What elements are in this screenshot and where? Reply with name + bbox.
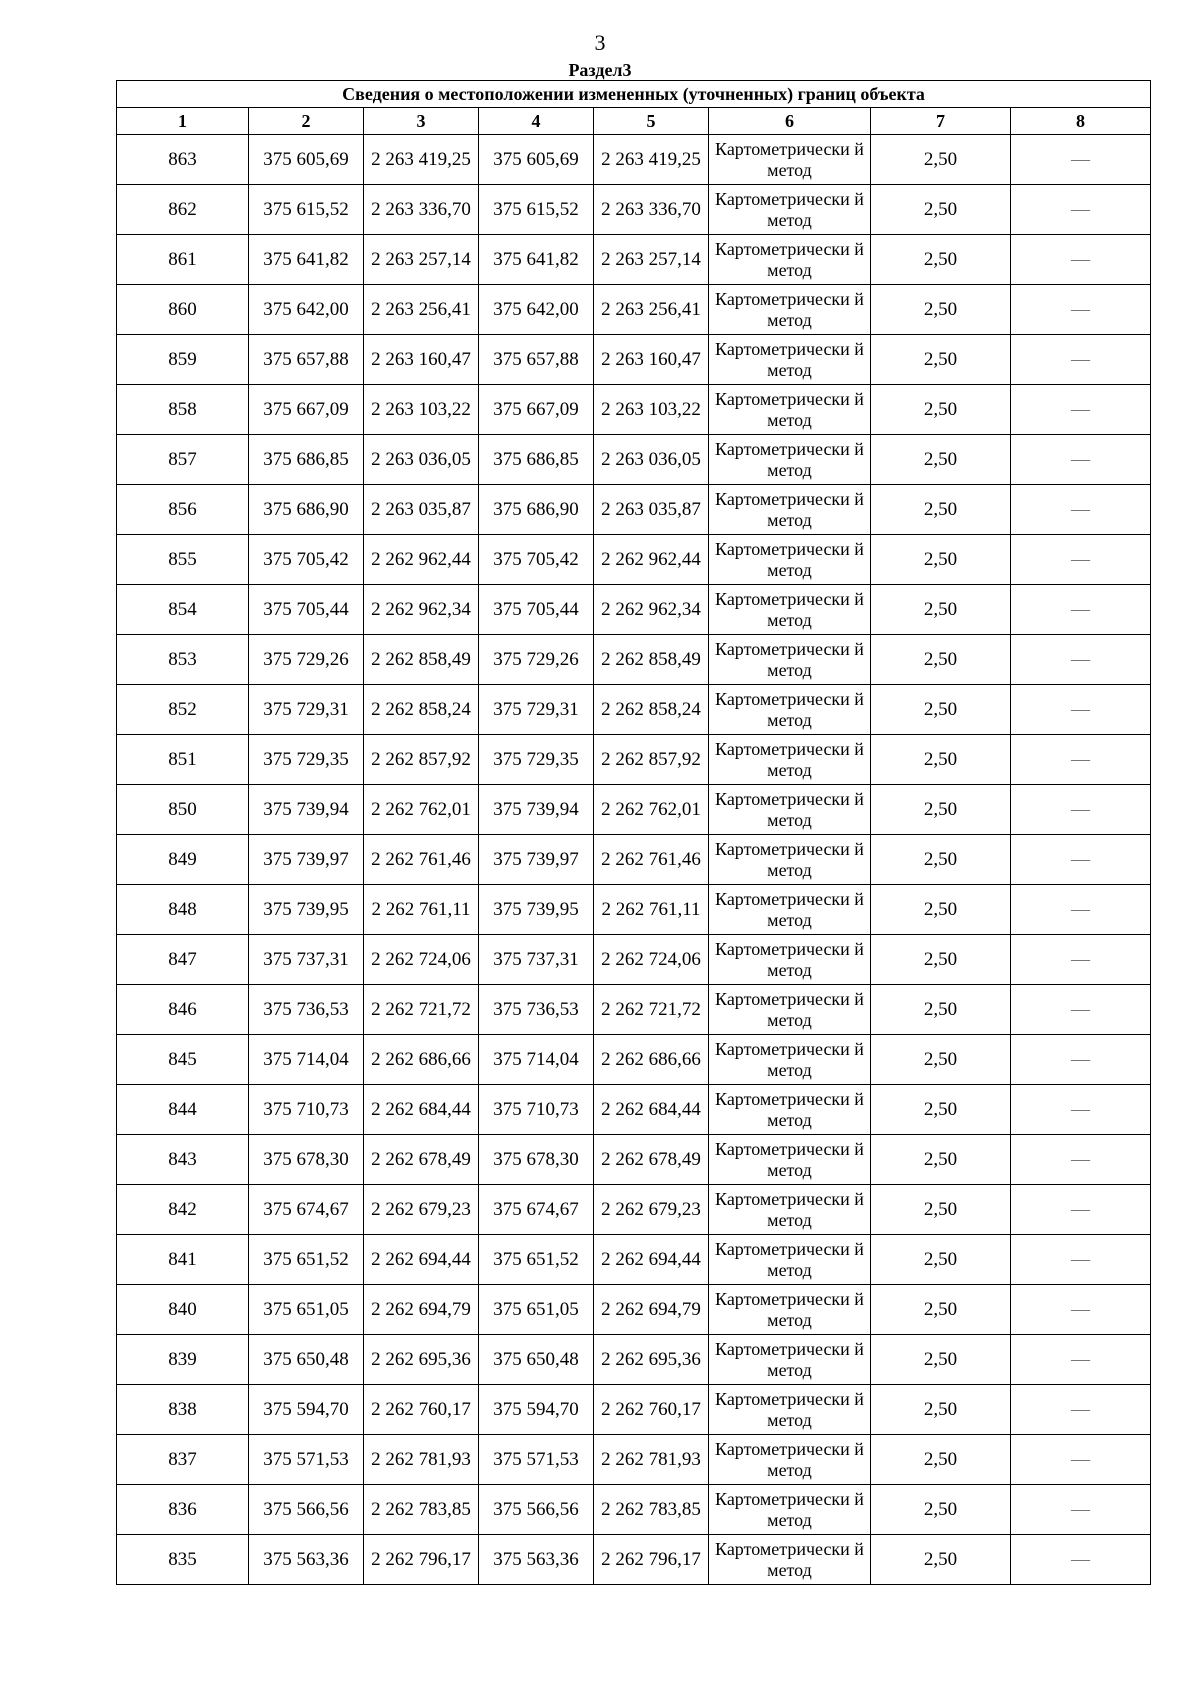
method-cell: Картометрически й метод xyxy=(709,1085,871,1135)
note-cell: — xyxy=(1011,1135,1151,1185)
x-old-cell: 375 594,70 xyxy=(249,1385,364,1435)
x-old-cell: 375 729,26 xyxy=(249,635,364,685)
point-number-cell: 862 xyxy=(117,185,249,235)
x-old-cell: 375 729,35 xyxy=(249,735,364,785)
note-cell: — xyxy=(1011,535,1151,585)
y-new-cell: 2 263 035,87 xyxy=(594,485,709,535)
point-number-cell: 853 xyxy=(117,635,249,685)
accuracy-cell: 2,50 xyxy=(871,1485,1011,1535)
accuracy-cell: 2,50 xyxy=(871,985,1011,1035)
table-row xyxy=(117,885,1151,935)
point-number-cell: 858 xyxy=(117,385,249,435)
table-row xyxy=(117,1235,1151,1285)
y-old-cell: 2 262 962,34 xyxy=(364,585,479,635)
table-row xyxy=(117,1385,1151,1435)
y-old-cell: 2 262 686,66 xyxy=(364,1035,479,1085)
x-new-cell: 375 563,36 xyxy=(479,1535,594,1585)
note-cell: — xyxy=(1011,185,1151,235)
method-cell: Картометрически й метод xyxy=(709,885,871,935)
table-row xyxy=(117,1335,1151,1385)
method-cell: Картометрически й метод xyxy=(709,485,871,535)
table-row xyxy=(117,935,1151,985)
y-old-cell: 2 262 679,23 xyxy=(364,1185,479,1235)
table-row xyxy=(117,1085,1151,1135)
table-row xyxy=(117,1285,1151,1335)
table-row xyxy=(117,235,1151,285)
x-old-cell: 375 657,88 xyxy=(249,335,364,385)
x-new-cell: 375 650,48 xyxy=(479,1335,594,1385)
y-new-cell: 2 262 724,06 xyxy=(594,935,709,985)
note-cell: — xyxy=(1011,685,1151,735)
note-cell: — xyxy=(1011,1385,1151,1435)
x-new-cell: 375 674,67 xyxy=(479,1185,594,1235)
accuracy-cell: 2,50 xyxy=(871,635,1011,685)
y-new-cell: 2 263 257,14 xyxy=(594,235,709,285)
y-old-cell: 2 263 419,25 xyxy=(364,135,479,185)
x-new-cell: 375 678,30 xyxy=(479,1135,594,1185)
point-number-cell: 845 xyxy=(117,1035,249,1085)
y-old-cell: 2 262 694,44 xyxy=(364,1235,479,1285)
x-new-cell: 375 571,53 xyxy=(479,1435,594,1485)
y-old-cell: 2 263 256,41 xyxy=(364,285,479,335)
x-new-cell: 375 729,35 xyxy=(479,735,594,785)
method-cell: Картометрически й метод xyxy=(709,985,871,1035)
note-cell: — xyxy=(1011,1335,1151,1385)
point-number-cell: 841 xyxy=(117,1235,249,1285)
accuracy-cell: 2,50 xyxy=(871,235,1011,285)
y-new-cell: 2 262 679,23 xyxy=(594,1185,709,1235)
x-new-cell: 375 686,85 xyxy=(479,435,594,485)
accuracy-cell: 2,50 xyxy=(871,1135,1011,1185)
x-old-cell: 375 686,90 xyxy=(249,485,364,535)
accuracy-cell: 2,50 xyxy=(871,1185,1011,1235)
point-number-cell: 838 xyxy=(117,1385,249,1435)
x-new-cell: 375 651,05 xyxy=(479,1285,594,1335)
x-old-cell: 375 651,52 xyxy=(249,1235,364,1285)
accuracy-cell: 2,50 xyxy=(871,335,1011,385)
note-cell: — xyxy=(1011,1435,1151,1485)
y-new-cell: 2 262 962,44 xyxy=(594,535,709,585)
y-new-cell: 2 263 256,41 xyxy=(594,285,709,335)
method-cell: Картометрически й метод xyxy=(709,1035,871,1085)
accuracy-cell: 2,50 xyxy=(871,135,1011,185)
x-new-cell: 375 642,00 xyxy=(479,285,594,335)
method-cell: Картометрически й метод xyxy=(709,435,871,485)
table-title: Сведения о местоположении измененных (уточненных) границ объекта xyxy=(117,81,1151,108)
method-cell: Картометрически й метод xyxy=(709,1285,871,1335)
accuracy-cell: 2,50 xyxy=(871,1035,1011,1085)
point-number-cell: 854 xyxy=(117,585,249,635)
x-new-cell: 375 705,42 xyxy=(479,535,594,585)
point-number-cell: 844 xyxy=(117,1085,249,1135)
point-number-cell: 861 xyxy=(117,235,249,285)
method-cell: Картометрически й метод xyxy=(709,335,871,385)
accuracy-cell: 2,50 xyxy=(871,935,1011,985)
y-new-cell: 2 262 760,17 xyxy=(594,1385,709,1435)
x-old-cell: 375 605,69 xyxy=(249,135,364,185)
note-cell: — xyxy=(1011,935,1151,985)
column-header: 8 xyxy=(1011,108,1151,135)
coordinates-table xyxy=(116,80,1151,1585)
point-number-cell: 852 xyxy=(117,685,249,735)
table-row xyxy=(117,585,1151,635)
x-old-cell: 375 714,04 xyxy=(249,1035,364,1085)
method-cell: Картометрически й метод xyxy=(709,285,871,335)
y-old-cell: 2 263 035,87 xyxy=(364,485,479,535)
note-cell: — xyxy=(1011,985,1151,1035)
x-old-cell: 375 729,31 xyxy=(249,685,364,735)
y-old-cell: 2 262 783,85 xyxy=(364,1485,479,1535)
point-number-cell: 848 xyxy=(117,885,249,935)
method-cell: Картометрически й метод xyxy=(709,1385,871,1435)
x-new-cell: 375 739,97 xyxy=(479,835,594,885)
note-cell: — xyxy=(1011,785,1151,835)
y-old-cell: 2 262 781,93 xyxy=(364,1435,479,1485)
accuracy-cell: 2,50 xyxy=(871,485,1011,535)
point-number-cell: 837 xyxy=(117,1435,249,1485)
method-cell: Картометрически й метод xyxy=(709,1485,871,1535)
note-cell: — xyxy=(1011,885,1151,935)
x-old-cell: 375 739,94 xyxy=(249,785,364,835)
point-number-cell: 851 xyxy=(117,735,249,785)
y-old-cell: 2 262 962,44 xyxy=(364,535,479,585)
y-old-cell: 2 263 257,14 xyxy=(364,235,479,285)
page-number: 3 xyxy=(594,30,606,55)
note-cell: — xyxy=(1011,135,1151,185)
accuracy-cell: 2,50 xyxy=(871,1535,1011,1585)
x-new-cell: 375 736,53 xyxy=(479,985,594,1035)
note-cell: — xyxy=(1011,1285,1151,1335)
x-new-cell: 375 714,04 xyxy=(479,1035,594,1085)
method-cell: Картометрически й метод xyxy=(709,685,871,735)
table-row xyxy=(117,135,1151,185)
y-new-cell: 2 262 796,17 xyxy=(594,1535,709,1585)
x-old-cell: 375 705,42 xyxy=(249,535,364,585)
table-row xyxy=(117,985,1151,1035)
table-row xyxy=(117,685,1151,735)
x-new-cell: 375 737,31 xyxy=(479,935,594,985)
accuracy-cell: 2,50 xyxy=(871,785,1011,835)
table-row xyxy=(117,1035,1151,1085)
method-cell: Картометрически й метод xyxy=(709,1535,871,1585)
y-new-cell: 2 263 036,05 xyxy=(594,435,709,485)
y-new-cell: 2 262 783,85 xyxy=(594,1485,709,1535)
table-row xyxy=(117,1435,1151,1485)
accuracy-cell: 2,50 xyxy=(871,735,1011,785)
x-new-cell: 375 705,44 xyxy=(479,585,594,635)
accuracy-cell: 2,50 xyxy=(871,1435,1011,1485)
point-number-cell: 855 xyxy=(117,535,249,585)
x-old-cell: 375 563,36 xyxy=(249,1535,364,1585)
x-old-cell: 375 650,48 xyxy=(249,1335,364,1385)
x-new-cell: 375 739,94 xyxy=(479,785,594,835)
y-new-cell: 2 263 336,70 xyxy=(594,185,709,235)
y-old-cell: 2 262 724,06 xyxy=(364,935,479,985)
x-new-cell: 375 710,73 xyxy=(479,1085,594,1135)
accuracy-cell: 2,50 xyxy=(871,585,1011,635)
accuracy-cell: 2,50 xyxy=(871,835,1011,885)
table-row xyxy=(117,335,1151,385)
y-old-cell: 2 262 761,11 xyxy=(364,885,479,935)
accuracy-cell: 2,50 xyxy=(871,285,1011,335)
note-cell: — xyxy=(1011,835,1151,885)
table-header-row xyxy=(117,108,1151,135)
x-old-cell: 375 651,05 xyxy=(249,1285,364,1335)
y-old-cell: 2 262 695,36 xyxy=(364,1335,479,1385)
point-number-cell: 846 xyxy=(117,985,249,1035)
note-cell: — xyxy=(1011,385,1151,435)
table-row xyxy=(117,635,1151,685)
column-header: 6 xyxy=(709,108,871,135)
y-old-cell: 2 262 760,17 xyxy=(364,1385,479,1435)
table-title-row xyxy=(117,81,1151,108)
note-cell: — xyxy=(1011,1235,1151,1285)
x-old-cell: 375 641,82 xyxy=(249,235,364,285)
note-cell: — xyxy=(1011,1085,1151,1135)
y-new-cell: 2 262 694,44 xyxy=(594,1235,709,1285)
table-row xyxy=(117,185,1151,235)
method-cell: Картометрически й метод xyxy=(709,135,871,185)
accuracy-cell: 2,50 xyxy=(871,385,1011,435)
method-cell: Картометрически й метод xyxy=(709,535,871,585)
y-new-cell: 2 263 103,22 xyxy=(594,385,709,435)
accuracy-cell: 2,50 xyxy=(871,885,1011,935)
x-new-cell: 375 651,52 xyxy=(479,1235,594,1285)
method-cell: Картометрически й метод xyxy=(709,235,871,285)
accuracy-cell: 2,50 xyxy=(871,1085,1011,1135)
x-new-cell: 375 729,26 xyxy=(479,635,594,685)
y-old-cell: 2 263 336,70 xyxy=(364,185,479,235)
note-cell: — xyxy=(1011,1185,1151,1235)
point-number-cell: 849 xyxy=(117,835,249,885)
y-new-cell: 2 262 761,46 xyxy=(594,835,709,885)
accuracy-cell: 2,50 xyxy=(871,1285,1011,1335)
x-new-cell: 375 566,56 xyxy=(479,1485,594,1535)
y-old-cell: 2 262 684,44 xyxy=(364,1085,479,1135)
y-new-cell: 2 262 678,49 xyxy=(594,1135,709,1185)
method-cell: Картометрически й метод xyxy=(709,185,871,235)
point-number-cell: 835 xyxy=(117,1535,249,1585)
y-old-cell: 2 262 721,72 xyxy=(364,985,479,1035)
x-old-cell: 375 737,31 xyxy=(249,935,364,985)
x-old-cell: 375 686,85 xyxy=(249,435,364,485)
x-new-cell: 375 667,09 xyxy=(479,385,594,435)
method-cell: Картометрически й метод xyxy=(709,1435,871,1485)
method-cell: Картометрически й метод xyxy=(709,635,871,685)
method-cell: Картометрически й метод xyxy=(709,785,871,835)
x-new-cell: 375 729,31 xyxy=(479,685,594,735)
column-header: 2 xyxy=(249,108,364,135)
point-number-cell: 860 xyxy=(117,285,249,335)
y-old-cell: 2 262 761,46 xyxy=(364,835,479,885)
accuracy-cell: 2,50 xyxy=(871,435,1011,485)
y-new-cell: 2 262 694,79 xyxy=(594,1285,709,1335)
accuracy-cell: 2,50 xyxy=(871,1235,1011,1285)
x-old-cell: 375 615,52 xyxy=(249,185,364,235)
method-cell: Картометрически й метод xyxy=(709,1185,871,1235)
column-header: 5 xyxy=(594,108,709,135)
accuracy-cell: 2,50 xyxy=(871,685,1011,735)
note-cell: — xyxy=(1011,735,1151,785)
y-old-cell: 2 262 762,01 xyxy=(364,785,479,835)
table-row xyxy=(117,285,1151,335)
note-cell: — xyxy=(1011,1535,1151,1585)
column-header: 7 xyxy=(871,108,1011,135)
table-body xyxy=(117,81,1151,1585)
y-new-cell: 2 262 762,01 xyxy=(594,785,709,835)
point-number-cell: 847 xyxy=(117,935,249,985)
note-cell: — xyxy=(1011,1035,1151,1085)
y-new-cell: 2 262 721,72 xyxy=(594,985,709,1035)
y-new-cell: 2 262 684,44 xyxy=(594,1085,709,1135)
note-cell: — xyxy=(1011,235,1151,285)
y-old-cell: 2 263 103,22 xyxy=(364,385,479,435)
point-number-cell: 850 xyxy=(117,785,249,835)
table-row xyxy=(117,735,1151,785)
x-old-cell: 375 667,09 xyxy=(249,385,364,435)
method-cell: Картометрически й метод xyxy=(709,585,871,635)
note-cell: — xyxy=(1011,1485,1151,1535)
method-cell: Картометрически й метод xyxy=(709,735,871,785)
x-new-cell: 375 615,52 xyxy=(479,185,594,235)
method-cell: Картометрически й метод xyxy=(709,935,871,985)
accuracy-cell: 2,50 xyxy=(871,1385,1011,1435)
point-number-cell: 840 xyxy=(117,1285,249,1335)
y-new-cell: 2 262 695,36 xyxy=(594,1335,709,1385)
note-cell: — xyxy=(1011,335,1151,385)
y-new-cell: 2 263 419,25 xyxy=(594,135,709,185)
x-old-cell: 375 571,53 xyxy=(249,1435,364,1485)
x-new-cell: 375 657,88 xyxy=(479,335,594,385)
point-number-cell: 843 xyxy=(117,1135,249,1185)
x-new-cell: 375 594,70 xyxy=(479,1385,594,1435)
point-number-cell: 857 xyxy=(117,435,249,485)
y-old-cell: 2 262 858,49 xyxy=(364,635,479,685)
table-row xyxy=(117,535,1151,585)
note-cell: — xyxy=(1011,485,1151,535)
y-new-cell: 2 262 858,24 xyxy=(594,685,709,735)
x-old-cell: 375 739,95 xyxy=(249,885,364,935)
table-row xyxy=(117,435,1151,485)
y-old-cell: 2 262 858,24 xyxy=(364,685,479,735)
y-new-cell: 2 262 686,66 xyxy=(594,1035,709,1085)
point-number-cell: 839 xyxy=(117,1335,249,1385)
table-row xyxy=(117,1485,1151,1535)
accuracy-cell: 2,50 xyxy=(871,535,1011,585)
section-label: Раздел3 xyxy=(568,60,632,80)
y-new-cell: 2 262 761,11 xyxy=(594,885,709,935)
method-cell: Картометрически й метод xyxy=(709,1235,871,1285)
x-new-cell: 375 605,69 xyxy=(479,135,594,185)
x-old-cell: 375 710,73 xyxy=(249,1085,364,1135)
y-new-cell: 2 263 160,47 xyxy=(594,335,709,385)
note-cell: — xyxy=(1011,585,1151,635)
y-new-cell: 2 262 962,34 xyxy=(594,585,709,635)
x-old-cell: 375 674,67 xyxy=(249,1185,364,1235)
y-old-cell: 2 262 857,92 xyxy=(364,735,479,785)
point-number-cell: 859 xyxy=(117,335,249,385)
x-new-cell: 375 739,95 xyxy=(479,885,594,935)
y-new-cell: 2 262 858,49 xyxy=(594,635,709,685)
column-header: 3 xyxy=(364,108,479,135)
method-cell: Картометрически й метод xyxy=(709,1335,871,1385)
x-old-cell: 375 739,97 xyxy=(249,835,364,885)
point-number-cell: 863 xyxy=(117,135,249,185)
accuracy-cell: 2,50 xyxy=(871,185,1011,235)
y-new-cell: 2 262 857,92 xyxy=(594,735,709,785)
column-header: 1 xyxy=(117,108,249,135)
x-old-cell: 375 736,53 xyxy=(249,985,364,1035)
table-row xyxy=(117,485,1151,535)
table-row xyxy=(117,1135,1151,1185)
method-cell: Картометрически й метод xyxy=(709,835,871,885)
y-old-cell: 2 262 796,17 xyxy=(364,1535,479,1585)
note-cell: — xyxy=(1011,635,1151,685)
x-new-cell: 375 686,90 xyxy=(479,485,594,535)
y-old-cell: 2 263 036,05 xyxy=(364,435,479,485)
point-number-cell: 842 xyxy=(117,1185,249,1235)
table-row xyxy=(117,785,1151,835)
point-number-cell: 856 xyxy=(117,485,249,535)
y-old-cell: 2 263 160,47 xyxy=(364,335,479,385)
accuracy-cell: 2,50 xyxy=(871,1335,1011,1385)
x-old-cell: 375 642,00 xyxy=(249,285,364,335)
x-new-cell: 375 641,82 xyxy=(479,235,594,285)
table-row xyxy=(117,1185,1151,1235)
point-number-cell: 836 xyxy=(117,1485,249,1535)
table-row xyxy=(117,1535,1151,1585)
y-new-cell: 2 262 781,93 xyxy=(594,1435,709,1485)
y-old-cell: 2 262 678,49 xyxy=(364,1135,479,1185)
note-cell: — xyxy=(1011,285,1151,335)
note-cell: — xyxy=(1011,435,1151,485)
column-header: 4 xyxy=(479,108,594,135)
x-old-cell: 375 566,56 xyxy=(249,1485,364,1535)
y-old-cell: 2 262 694,79 xyxy=(364,1285,479,1335)
method-cell: Картометрически й метод xyxy=(709,1135,871,1185)
table-row xyxy=(117,385,1151,435)
method-cell: Картометрически й метод xyxy=(709,385,871,435)
x-old-cell: 375 678,30 xyxy=(249,1135,364,1185)
table-row xyxy=(117,835,1151,885)
x-old-cell: 375 705,44 xyxy=(249,585,364,635)
